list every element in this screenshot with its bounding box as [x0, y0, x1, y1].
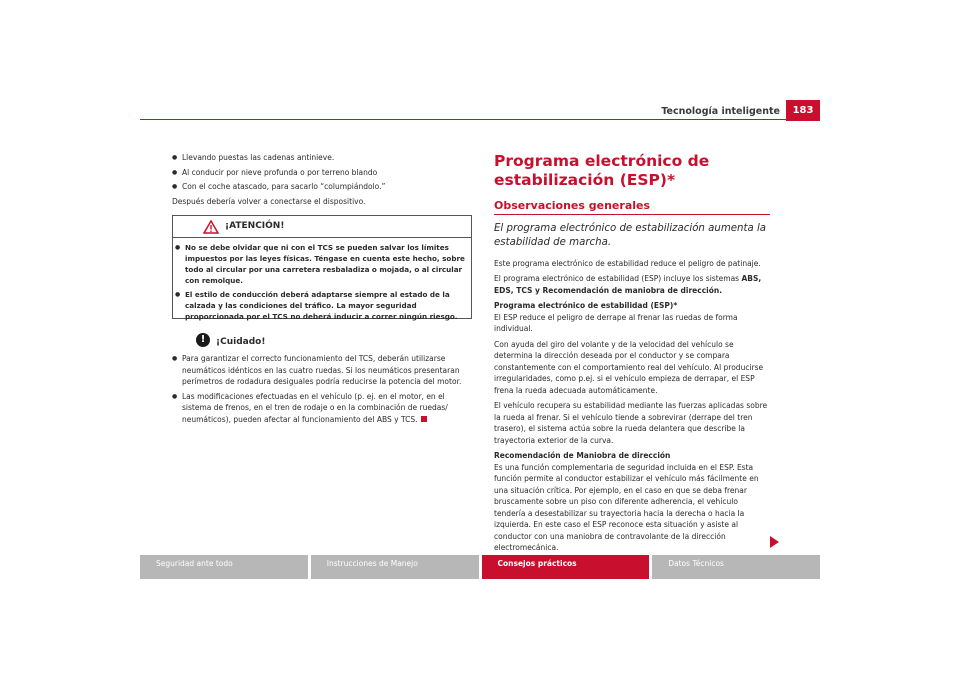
warning-body	[173, 238, 471, 322]
warning-triangle-icon	[203, 220, 219, 234]
warning-title: ¡ATENCIÓN!	[225, 221, 285, 231]
exclamation-icon: !	[196, 333, 210, 347]
subsection-heading: Observaciones generales	[494, 200, 770, 215]
page-header-title: Tecnología inteligente	[661, 106, 780, 117]
warning-header	[173, 216, 471, 238]
caution-section	[172, 333, 472, 425]
list-item: ● El estilo de conducción deberá adaptarse siempre al estado de la calzada y las condiciones del tráfico. La mayor seguridad proporcionada por el TCS no deberá inducir a correr ningún riesgo.	[175, 289, 469, 322]
end-of-section-icon	[421, 416, 427, 422]
paragraph-text: El programa electrónico de estabilidad (ESP) incluye los sistemas	[494, 274, 742, 283]
caution-header	[172, 333, 472, 353]
lead-paragraph: El programa electrónico de estabilización aumenta la estabilidad de marcha.	[494, 222, 767, 248]
paragraph-heading: Recomendación de Maniobra de dirección	[494, 451, 671, 460]
warning-box	[172, 215, 472, 319]
paragraph: Con ayuda del giro del volante y de la velocidad del vehículo se determina la dirección deseada por el conductor y se compara constantemente con el comportamiento real del vehículo. Al producirse irregularidades, como p.ej. si el vehículo empieza de derrapar, el ESP frena la rueda adecuada automáticamente.	[494, 339, 764, 395]
paragraph-bold-text: ABS, EDS, TCS y Recomendación de maniobra de dirección.	[494, 274, 762, 295]
paragraph: Es una función complementaria de seguridad incluida en el ESP. Esta función permite al conductor estabilizar el vehículo más fácilmente en una situación crítica. Por ejemplo, en el caso en que se deba frenar bruscamente sobre un piso con diferente adherencia, el vehículo tendería a desestabilizar su trayectoria hacia la derecha o hacia la izquierda. En este caso el ESP reconoce esta situación y asiste al conductor con una maniobra de contravolante de la dirección electromecánica.	[494, 462, 759, 552]
page-number: 183	[786, 100, 820, 121]
tab-datos-tecnicos[interactable]: Datos Técnicos	[652, 555, 820, 579]
list-item	[172, 391, 472, 426]
list-item: ● Llevando puestas las cadenas antinieve.	[172, 152, 472, 164]
paragraph: El vehículo recupera su estabilidad mediante las fuerzas aplicadas sobre la rueda al frenar. Si el vehículo tiende a sobrevirar (derrape del tren trasero), el sistema actúa sobre la rueda delantera que describe la trayectoria exterior de la curva.	[494, 401, 768, 445]
list-item: ● Al conducir por nieve profunda o por terreno blando	[172, 167, 472, 179]
continue-arrow-icon	[770, 536, 779, 548]
list-item: ● Para garantizar el correcto funcionamiento del TCS, deberán utilizarse neumáticos idénticos en las cuatro ruedas. Si los neumáticos presentaran perímetros de rodadura desiguales podría reducirse la potencia del motor.	[172, 353, 472, 388]
left-column	[172, 152, 472, 428]
section-heading: Programa electrónico de estabilización (ESP)*	[494, 152, 710, 189]
caution-title: ¡Cuidado!	[216, 337, 266, 347]
list-item-text: Las modificaciones efectuadas en el vehículo (p. ej. en el motor, en el sistema de frenos, en el tren de rodaje o en la combinación de ruedas/ neumáticos), pueden afectar al funcionamiento del ABS y TCS.	[182, 391, 448, 424]
right-column	[494, 152, 770, 558]
header-rule	[140, 119, 820, 120]
list-item: ● Con el coche atascado, para sacarlo “columpiándolo.”	[172, 181, 472, 193]
list-item: ● No se debe olvidar que ni con el TCS se pueden salvar los límites impuestos por las leyes físicas. Téngase en cuenta este hecho, sobre todo al circular por una carretera resbaladiza o mojada, o al circular con remolque.	[175, 242, 469, 286]
footer-nav	[140, 555, 820, 579]
paragraph: El ESP reduce el peligro de derrape al frenar las ruedas de forma individual.	[494, 312, 738, 333]
tab-seguridad[interactable]: Seguridad ante todo	[140, 555, 308, 579]
paragraph-heading: Programa electrónico de estabilidad (ESP)*	[494, 301, 678, 310]
paragraph	[494, 273, 770, 296]
tab-instrucciones[interactable]: Instrucciones de Manejo	[311, 555, 479, 579]
paragraph: Después debería volver a conectarse el dispositivo.	[172, 196, 366, 206]
paragraph: Este programa electrónico de estabilidad reduce el peligro de patinaje.	[494, 258, 761, 268]
tab-consejos[interactable]: Consejos prácticos	[482, 555, 650, 579]
